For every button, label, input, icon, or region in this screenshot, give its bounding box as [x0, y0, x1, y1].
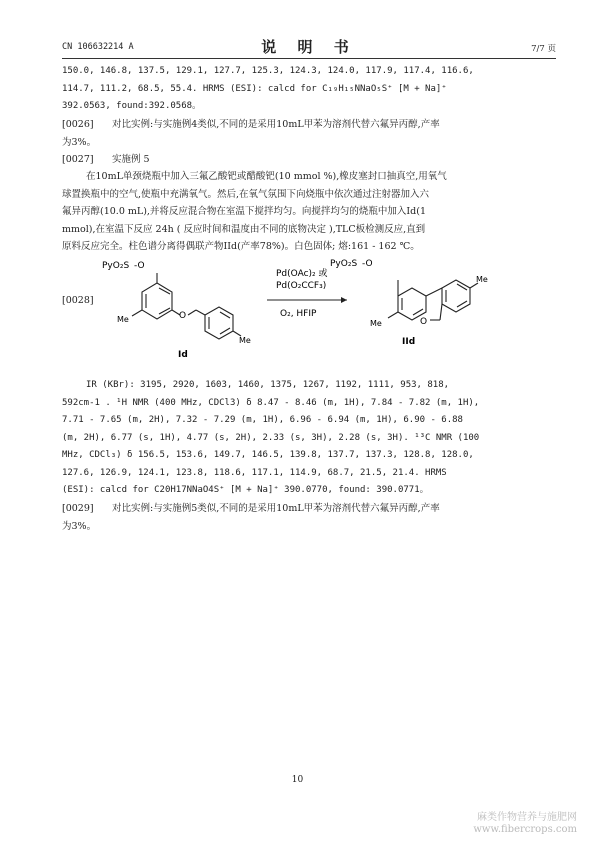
paragraph-0026	[62, 116, 556, 151]
watermark	[473, 812, 577, 836]
ether-oxygen-label: O	[179, 311, 187, 321]
methyl-label: Me	[370, 319, 382, 328]
paragraph-tag: [0027]	[62, 154, 94, 165]
page-number: 10	[291, 775, 304, 785]
text-line: 氟异丙醇(10.0 mL),并将反应混合物在室温下搅拌均匀。向搅拌均匀的烧瓶中加入Id(1	[62, 206, 427, 217]
sulfonyl-link-label: -O	[134, 261, 145, 271]
paragraph-tag: [0028]	[62, 295, 94, 306]
text-line: 127.6, 126.9, 124.1, 123.8, 118.6, 117.1, 114.9, 68.7, 21.5, 21.4. HRMS	[62, 467, 447, 478]
text-line: 对比实例:与实施例4类似,不同的是采用10mL甲苯为溶剂代替六氟异丙醇,产率	[112, 119, 440, 130]
text-line: (m, 2H), 6.77 (s, 1H), 4.77 (s, 2H), 2.33 (s, 3H), 2.28 (s, 3H). ¹³C NMR (100	[62, 432, 480, 443]
text-line: 392.0563, found:392.0568。	[62, 101, 202, 111]
text-line: 114.7, 111.2, 68.5, 55.4. HRMS (ESI): calcd for C₁₉H₁₅NNaO₅S⁺ [M + Na]⁺	[62, 83, 447, 94]
paragraph-tag: [0029]	[62, 503, 94, 514]
header-rule	[62, 58, 556, 59]
text-line: 球置换瓶中的空气,使瓶中充满氧气。然后,在氧气氛围下向烧瓶中依次通过注射器加入六	[62, 188, 430, 200]
watermark-url: www.fibercrops.com	[473, 824, 577, 835]
reaction-conditions: O₂, HFIP	[280, 309, 317, 319]
text-line: 在10mL单颈烧瓶中加入三氟乙酸钯或醋酸钯(10 mmol %),橡皮塞封口抽真空,用氧气	[86, 171, 447, 182]
methyl-label: Me	[239, 336, 251, 345]
text-line: MHz, CDCl₃) δ 156.5, 153.6, 149.7, 146.5, 139.8, 137.7, 137.3, 128.8, 128.0,	[62, 450, 474, 460]
text-line: 原料反应完全。柱色谱分离得偶联产物IId(产率78%)。白色固体; 熔:161 - 162 ℃。	[62, 241, 420, 252]
text-line: IR (KBr): 3195, 2920, 1603, 1460, 1375, 1267, 1192, 1111, 953, 818,	[86, 380, 450, 390]
nmr-data-top	[62, 63, 556, 116]
text-line: mmol),在室温下反应 24h ( 反应时间和温度由不同的底物决定 ),TLC板检测反应,直到	[62, 223, 426, 235]
reagent-line-1: Pd(OAc)₂ 或	[276, 269, 328, 279]
paragraph-0027	[62, 151, 556, 169]
product-structure	[388, 280, 478, 320]
paragraph-0029	[62, 500, 556, 535]
arrow-head	[341, 297, 347, 303]
watermark-line: 麻类作物营养与施肥网	[477, 812, 577, 823]
methyl-label: Me	[476, 275, 488, 284]
doc-title: 说 明 书	[261, 38, 357, 56]
starting-material-structure	[132, 273, 241, 339]
product-compound-label: IId	[402, 337, 416, 347]
text-line: 为3%。	[62, 520, 97, 532]
sulfonyl-link-label: -O	[362, 259, 373, 269]
example5-procedure	[62, 168, 556, 256]
text-line: 对比实例:与实施例5类似,不同的是采用10mL甲苯为溶剂代替六氟异丙醇,产率	[112, 503, 440, 514]
methyl-label: Me	[117, 315, 129, 324]
example-heading: 实施例 5	[112, 154, 150, 165]
reagent-line-2: Pd(O₂CCF₃)	[276, 281, 327, 291]
text-line: 为3%。	[62, 136, 97, 148]
text-line: 150.0, 146.8, 137.5, 129.1, 127.7, 125.3, 124.3, 124.0, 117.9, 117.4, 116.6,	[62, 66, 474, 76]
text-line: 592cm-1 . ¹H NMR (400 MHz, CDCl3) δ 8.47 - 8.46 (m, 1H), 7.84 - 7.82 (m, 1H),	[62, 397, 480, 408]
doc-number: CN 106632214 A	[62, 42, 134, 52]
text-line: 7.71 - 7.65 (m, 2H), 7.32 - 7.29 (m, 1H), 6.96 - 6.94 (m, 1H), 6.90 - 6.88	[62, 415, 463, 425]
text-line: (ESI): calcd for C20H17NNaO4S⁺ [M + Na]⁺ 390.0770, found: 390.0771。	[62, 485, 429, 495]
sulfonyl-group-label: PyO₂S	[102, 261, 130, 271]
page-indicator: 7/7 页	[531, 44, 556, 54]
sulfonyl-group-label: PyO₂S	[330, 259, 358, 269]
ir-nmr-data	[62, 377, 556, 500]
start-compound-label: Id	[178, 350, 188, 360]
reaction-scheme	[62, 256, 556, 366]
scheme-drawing	[62, 256, 556, 366]
ring-oxygen-label: O	[420, 317, 428, 327]
paragraph-tag: [0026]	[62, 119, 94, 130]
page-header	[62, 36, 556, 56]
